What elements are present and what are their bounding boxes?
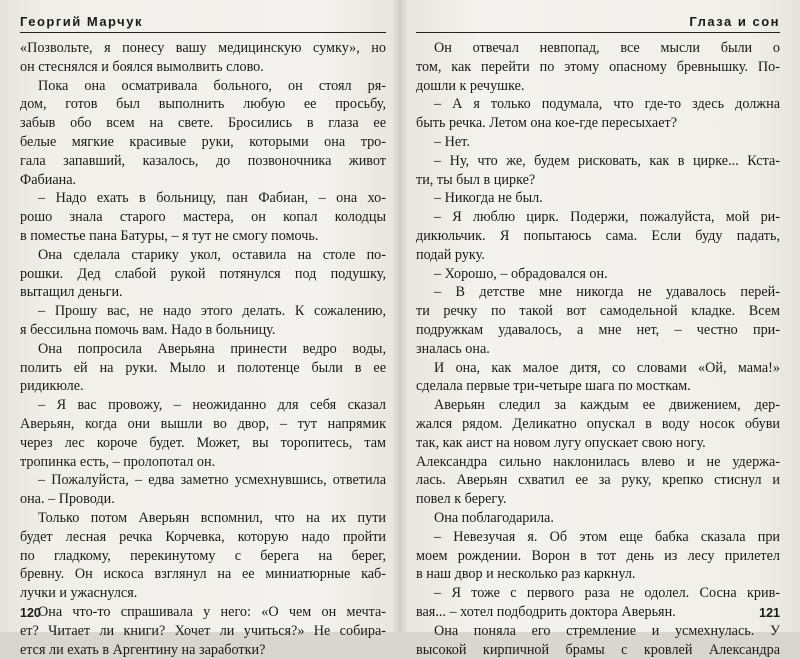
text-line: зналась она. [416,340,780,359]
page-text [416,39,780,659]
text-line: Она поняла его стремление и усмехнулась. У [416,622,780,641]
text-line: полить ей на руки. Мыло и полотенце были в ее [20,359,386,378]
text-line: лась. Аверьян схватил ее за руку, крепко стиснул и [416,471,780,490]
text-line: дошли к речушке. [416,77,780,96]
text-line: Пока она осматривала больного, он стоял ря- [20,77,386,96]
text-line: через лес короче будет. Может, вы торопитесь, там [20,434,386,453]
text-line: «Позвольте, я понесу вашу медицинскую сумку», но [20,39,386,58]
text-line: моем рождении. Ворон в тот день из лесу прилетел [416,547,780,566]
text-line: Он отвечал невпопад, все мысли были о [416,39,780,58]
text-line: Аверьян следил за каждым ее движением, дер- [416,396,780,415]
text-line: – Хорошо, – обрадовался он. [416,265,780,284]
text-line: Она попросила Аверьяна принести ведро воды, [20,340,386,359]
text-line: гала запавший, казалось, до позвоночника живот [20,152,386,171]
text-line: лучки и ужаснулся. [20,584,386,603]
text-line: жался рядом. Деликатно опускал в воду носок обуви [416,415,780,434]
running-header-title: Глаза и сон [416,14,780,33]
text-line: сделала первые три-четыре шага по мосткам. [416,377,780,396]
page-number: 121 [759,606,780,620]
text-line: рошо знала старого мастера, он копал колодцы [20,208,386,227]
text-line: Она поблагодарила. [416,509,780,528]
text-line: ется ли ехать в Аргентину на заработки? [20,641,386,659]
text-line: в наш двор и несколько раз каркнул. [416,565,780,584]
text-line: – Никогда не был. [416,189,780,208]
text-line: ридикюле. [20,377,386,396]
text-line: забыв обо всем на свете. Бросились в глаза ее [20,114,386,133]
text-line: я бессильна помочь вам. Надо в больницу. [20,321,386,340]
text-line: бревну. Он искоса взглянул на ее миниатюрные каб- [20,565,386,584]
text-line: Аверьян, когда они вышли во двор, – тут напрямик [20,415,386,434]
text-line: – Невезучая я. Об этом еще бабка сказала при [416,528,780,547]
text-line: подай руку. [416,246,780,265]
text-line: Фабиана. [20,171,386,190]
text-line: тропинка есть, – пролопотал он. [20,453,386,472]
text-line: белые мягкие красивые руки, которыми она тро- [20,133,386,152]
text-line: так, как аист на новом лугу опускает свою ногу. [416,434,780,453]
text-line: будет лесная речка Корчевка, которую надо пройти [20,528,386,547]
page-number: 120 [20,606,41,620]
page-text [20,39,386,659]
text-line: вая... – хотел подбодрить доктора Аверьян. [416,603,780,622]
text-line: она. – Проводи. [20,490,386,509]
text-line: – Пожалуйста, – едва заметно усмехнувшись, ответила [20,471,386,490]
text-line: – А я только подумала, что где-то здесь должна [416,95,780,114]
right-page [400,0,800,632]
text-line: он стеснялся и боялся вымолвить слово. [20,58,386,77]
text-line: – В детстве мне никогда не удавалось перей- [416,283,780,302]
text-line: Она что-то спрашивала у него: «О чем он мечта- [20,603,386,622]
text-line: дом, готов был выполнить любую ее просьбу, [20,95,386,114]
text-line: по гладкому, перекинутому с берега на берег, [20,547,386,566]
text-line: – Прошу вас, не надо этого делать. К сожалению, [20,302,386,321]
text-line: ет? Читает ли книги? Хочет ли учиться?» Не собира- [20,622,386,641]
left-page [0,0,400,632]
text-line: – Я люблю цирк. Подержи, пожалуйста, мой ри- [416,208,780,227]
text-line: повел к берегу. [416,490,780,509]
text-line: быть речка. Летом она кое-где пересыхает? [416,114,780,133]
text-line: рошки. Дед слабой рукой потянулся под подушку, [20,265,386,284]
text-line: – Надо ехать в больницу, пан Фабиан, – она хо- [20,189,386,208]
text-line: дикюльчик. Я попытаюсь сама. Если буду падать, [416,227,780,246]
text-line: том, как перейти по этому опасному бревнышку. По- [416,58,780,77]
text-line: – Я вас провожу, – неожиданно для себя сказал [20,396,386,415]
text-line: Только потом Аверьян вспомнил, что на их пути [20,509,386,528]
text-line: в поместье пана Батуры, – я тут не смогу помочь. [20,227,386,246]
text-line: ти речку по такой вот самодельной кладке. Всем [416,302,780,321]
text-line: – Нет. [416,133,780,152]
text-line: И она, как малое дитя, со словами «Ой, мама!» [416,359,780,378]
text-line: – Я тоже с первого раза не одолел. Сосна крив- [416,584,780,603]
text-line: высокой кирпичной брамы с кровлей Александра [416,641,780,659]
text-line: ти, ты был в цирке? [416,171,780,190]
text-line: – Ну, что же, будем рисковать, как в цирке... Кста- [416,152,780,171]
text-line: подружкам удавалось, а мне нет, – честно при- [416,321,780,340]
text-line: вытащил деньги. [20,283,386,302]
text-line: Она сделала старику укол, оставила на столе по- [20,246,386,265]
running-header-author: Георгий Марчук [20,14,386,33]
text-line: Александра сильно наклонилась влево и не удержа- [416,453,780,472]
